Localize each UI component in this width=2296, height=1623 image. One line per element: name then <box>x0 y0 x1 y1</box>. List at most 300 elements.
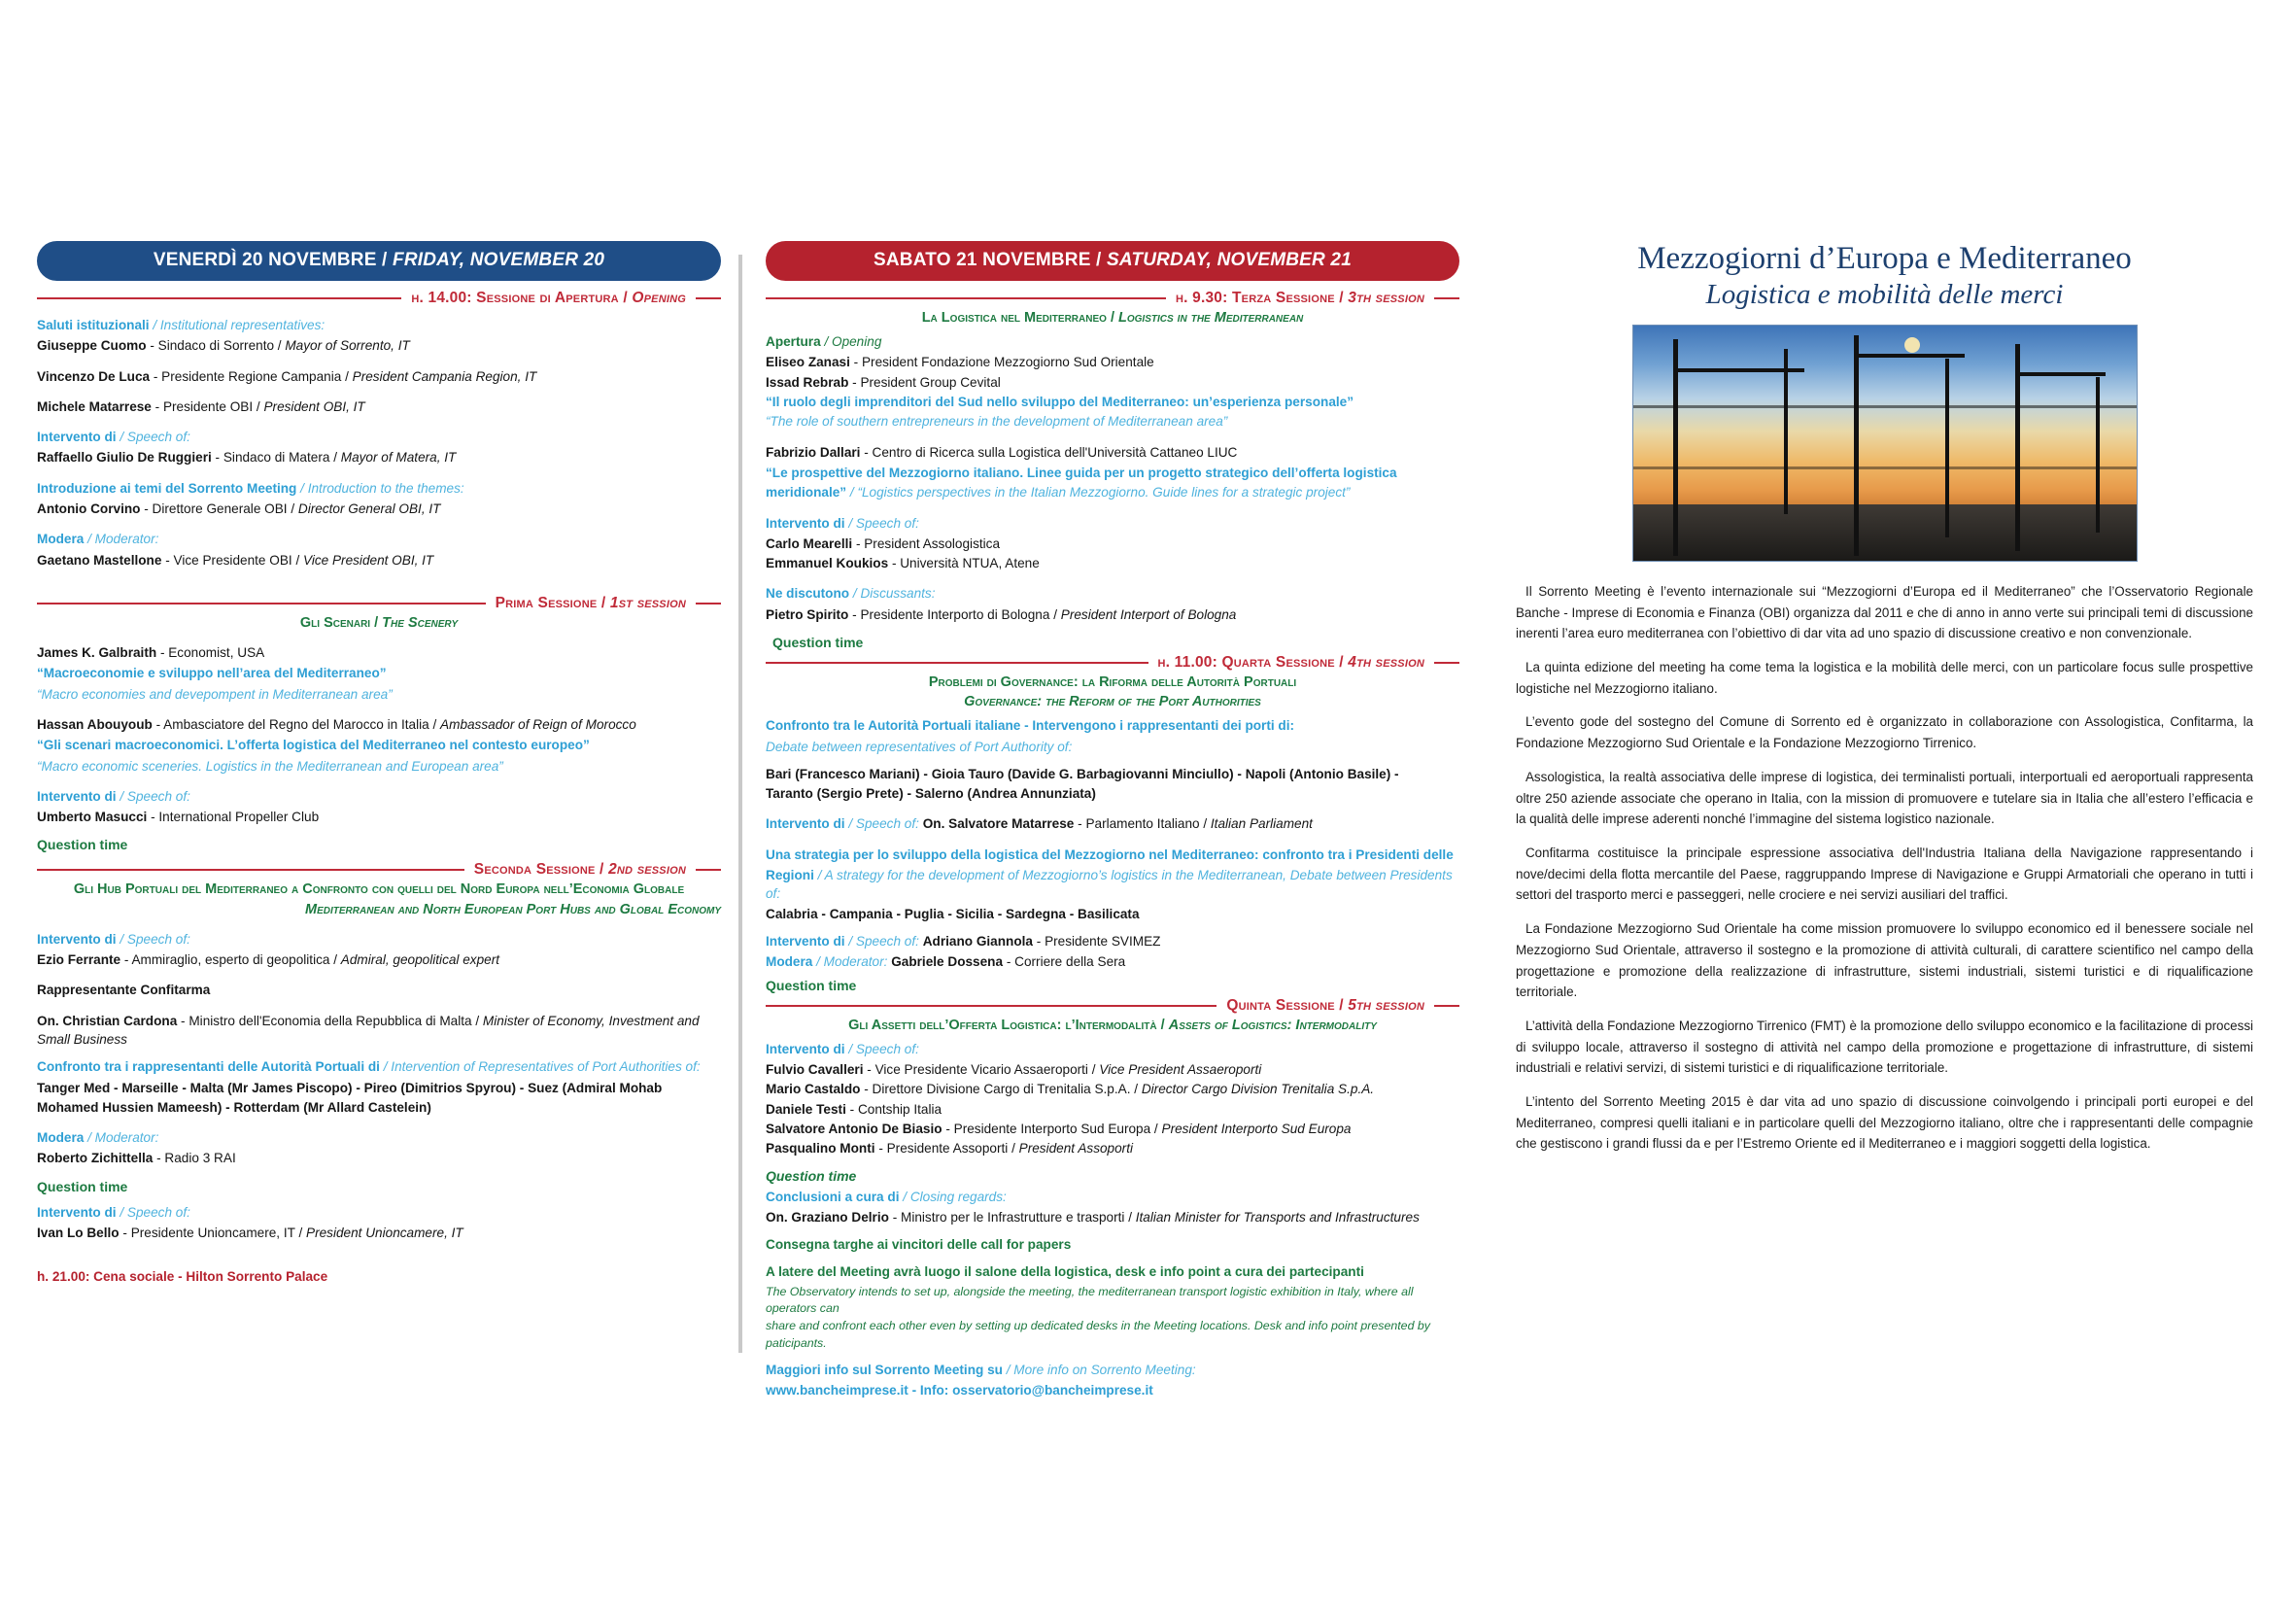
person-role: - Contship Italia <box>849 1101 942 1117</box>
session3-subtitle <box>766 309 1459 327</box>
question-time-2: Question time <box>37 1178 128 1194</box>
ports-line-text: Bari (Francesco Mariani) - Gioia Tauro (Davide G. Barbagiovanni Minciullo) - Napoli (Antonio Basile) - <box>766 766 1399 781</box>
opening-title-it: h. 14.00: Sessione di Apertura <box>411 290 619 306</box>
person-role-it: - Economist, USA <box>159 645 265 661</box>
strategy-line-1 <box>766 846 1459 864</box>
person-name: Raffaello Giulio De Ruggieri <box>37 450 212 466</box>
talk-rebrab-en <box>766 412 1459 431</box>
ports-line-text: Mohamed Hussien Mameesh) - Rotterdam (Mr Allard Castelein) <box>37 1099 431 1115</box>
crane-boom-icon <box>2015 372 2106 376</box>
talk-dallari-it2 <box>766 483 1459 501</box>
discussants-label-en: / Discussants: <box>852 586 936 602</box>
person-role-it: - Ministro per le Infrastrutture e trasporti / <box>892 1209 1136 1225</box>
session3-sub-it: La Logistica nel Mediterraneo <box>921 310 1107 326</box>
greetings-label-en: / Institutional representatives: <box>153 318 326 332</box>
expo-text-it: A latere del Meeting avrà luogo il salone della logistica, desk e info point a cura dei partecipanti <box>766 1264 1364 1280</box>
speech-label-m2 <box>766 814 1459 833</box>
talk-title-it: “Il ruolo degli imprenditori del Sud nello sviluppo del Mediterraneo: un’esperienza personale” <box>766 395 1354 410</box>
person-role-it: - Ammiraglio, esperto di geopolitica / <box>123 952 341 968</box>
crane-mast-icon <box>1673 339 1678 556</box>
more-info-en: / More info on Sorrento Meeting: <box>1006 1363 1196 1378</box>
rule-line <box>766 1005 1217 1007</box>
contact-text[interactable]: www.bancheimprese.it - Info: osservatorio@bancheimprese.it <box>766 1383 1153 1399</box>
session4-subtitle-it: Problemi di Governance: la Riforma delle Autorità Portuali <box>928 673 1297 690</box>
person-role-en: President Unioncamere, IT <box>306 1225 463 1240</box>
ports-debate-label-it: Confronto tra i rappresentanti delle Autorità Portuali di <box>37 1059 380 1075</box>
rule-tail <box>696 869 721 871</box>
saturday-day-sep: / <box>1090 250 1108 270</box>
session1-rule <box>37 595 721 612</box>
session2-subtitle-en <box>37 901 721 918</box>
opening-session-title <box>411 290 686 307</box>
moderator-label-it: Modera <box>37 532 85 547</box>
moderator-label-2 <box>37 1128 721 1147</box>
person-debiasio <box>766 1120 1459 1138</box>
friday-day-it: VENERDÌ 20 NOVEMBRE <box>153 250 377 270</box>
session4-subtitle-en <box>766 693 1459 710</box>
person-name: Eliseo Zanasi <box>766 355 850 370</box>
ports-debate-label-en: / Intervention of Representatives of Port Authorities of: <box>383 1059 701 1075</box>
person-cavalleri <box>766 1060 1459 1079</box>
person-role-it: - Ministro dell'Economia della Repubblica di Malta / <box>181 1013 483 1028</box>
person-role-it: - International Propeller Club <box>151 810 320 825</box>
person-name: Carlo Mearelli <box>766 535 853 551</box>
social-dinner-text: h. 21.00: Cena sociale - Hilton Sorrento Palace <box>37 1269 328 1285</box>
person-role-it: - Presidente Unioncamere, IT / <box>122 1225 307 1240</box>
rule-line <box>37 297 401 299</box>
friday-column <box>0 241 738 1623</box>
talk-abouyoub-en <box>37 757 721 776</box>
greetings-label-it: Saluti istituzionali <box>37 318 150 332</box>
opening-label-en: / Opening <box>824 334 882 350</box>
page-title: Mezzogiorni d’Europa e Mediterraneo <box>1637 241 2132 276</box>
person-name: Ezio Ferrante <box>37 952 121 968</box>
ports-debate-label-it: Confronto tra le Autorità Portuali italiane - Intervengono i rappresentanti dei porti di: <box>766 718 1295 734</box>
talk-title-it: “Gli scenari macroeconomici. L’offerta logistica del Mediterraneo nel contesto europeo” <box>37 738 590 753</box>
person-name: On. Salvatore Matarrese <box>922 816 1075 832</box>
person-koukios <box>766 554 1459 572</box>
person-role: - President Fondazione Mezzogiorno Sud Orientale <box>853 355 1154 370</box>
friday-day-en: FRIDAY, NOVEMBER 20 <box>393 250 605 270</box>
closing-label-en: / Closing regards: <box>903 1190 1007 1205</box>
person-role-it: - Ambasciatore del Regno del Marocco in Italia / <box>155 716 441 732</box>
person-name: Umberto Masucci <box>37 810 148 825</box>
rule-line <box>37 869 464 871</box>
session4-sub-en: Governance: the Reform of the Port Authorities <box>964 694 1261 710</box>
speech-label-en: / Speech of: <box>848 515 919 531</box>
session5-sub-sep: / <box>1156 1017 1169 1033</box>
speech-label-en: / Speech of: <box>120 430 190 445</box>
session3-sub-en: Logistics in the Mediterranean <box>1118 310 1304 326</box>
about-paragraph: L’attività della Fondazione Mezzogiorno Tirrenico (FMT) è la promozione dello sviluppo economico e la facilitazione di processi di sviluppo locale, attraverso il sostegno di attività nel campo della promozione e progettazione di infrastrutture, di sistemi industriali e relativi servizi, di sistemi turistici e di riqualificazione territoriale. <box>1516 1018 2253 1076</box>
closing-label-it: Conclusioni a cura di <box>766 1190 900 1205</box>
intro-label-en: / Introduction to the themes: <box>300 480 464 496</box>
saturday-day-it: SABATO 21 NOVEMBRE <box>874 250 1091 270</box>
session1-title <box>496 595 686 612</box>
person-abouyoub <box>37 715 721 734</box>
question-time-3: Question time <box>772 634 864 650</box>
person-role-en: Italian Parliament <box>1210 816 1313 832</box>
person-role-en: President Interport of Bologna <box>1060 606 1237 622</box>
person-name: Adriano Giannola <box>922 933 1033 949</box>
about-paragraph: La Fondazione Mezzogiorno Sud Orientale ha come mission promuovere lo sviluppo economico ed il benessere sociale nel Mezzogiorno Sud Orientale, attraverso il sostegno e la promozione di attività culturali, di carattere scientifico nel campo della progettazione e promozione della realizzazione di infrastrutture, sistemi industriali, sistemi turistici e di riqualificazione territoriale. <box>1516 921 2253 1000</box>
session2-title <box>474 861 686 879</box>
ports-list-line-2 <box>37 1098 721 1117</box>
talk-galbraith-en <box>37 685 721 704</box>
ports-debate-label-m-en <box>766 738 1459 756</box>
rule-line <box>766 297 1166 299</box>
person-role-en: Vice President Assaeroporti <box>1099 1061 1262 1077</box>
person-zichittella <box>37 1149 721 1167</box>
session4-sep: / <box>1334 653 1349 671</box>
moderator-label-en: / Moderator: <box>87 532 159 547</box>
person-deruggieri <box>37 448 721 466</box>
opening-label-it: Apertura <box>766 334 821 350</box>
speech-label-it: Intervento di <box>37 1204 117 1220</box>
person-confitarma <box>37 981 721 999</box>
speech-label-en: / Speech of: <box>848 816 919 832</box>
person-role: - Università NTUA, Atene <box>891 556 1040 571</box>
person-role: - Corriere della Sera <box>1006 954 1126 970</box>
greetings-label <box>37 316 721 334</box>
moderator-label-1 <box>37 530 721 548</box>
rule-tail <box>1434 662 1459 664</box>
opening-session-rule <box>37 290 721 307</box>
person-name: Ivan Lo Bello <box>37 1225 120 1240</box>
talk-title-en: / “Logistics perspectives in the Italian Mezzogiorno. Guide lines for a strategic project” <box>849 485 1351 501</box>
session3-title <box>1176 290 1424 307</box>
session4-title-en: 4th session <box>1348 653 1424 671</box>
rule-tail <box>696 603 721 604</box>
opening-title-sep: / <box>618 290 633 306</box>
person-spirito <box>766 605 1459 624</box>
session2-rule <box>37 861 721 879</box>
saturday-day-header <box>766 241 1459 281</box>
person-role: - President Group Cevital <box>852 374 1001 390</box>
ports-list-m-1 <box>766 765 1459 783</box>
expo-text-en1: The Observatory intends to set up, alongside the meeting, the mediterranean transport logistic exhibition in Italy, where all operators can <box>766 1284 1414 1315</box>
speech-label-en: / Speech of: <box>120 931 190 947</box>
person-ferrante <box>37 950 721 969</box>
moderator-label-it: Modera <box>766 954 813 970</box>
person-dallari <box>766 443 1459 462</box>
speech-label-en: / Speech of: <box>848 1041 919 1056</box>
speech-label-m4 <box>766 1040 1459 1058</box>
person-role-it: - Sindaco di Matera / <box>215 450 341 466</box>
person-name: Pasqualino Monti <box>766 1141 875 1157</box>
expo-line-en2 <box>766 1318 1459 1352</box>
person-role-it: - Parlamento Italiano / <box>1078 816 1211 832</box>
ports-line-text: Taranto (Sergio Prete) - Salerno (Andrea Annunziata) <box>766 786 1096 802</box>
talk-title-it2: meridionale” <box>766 485 847 501</box>
awards-text: Consegna targhe ai vincitori delle call for papers <box>766 1237 1072 1252</box>
person-role-en: President Interporto Sud Europa <box>1161 1121 1352 1136</box>
expo-line-en1 <box>766 1284 1459 1318</box>
speech-label-1 <box>37 428 721 446</box>
speech-label-it: Intervento di <box>37 931 117 947</box>
person-cardona <box>37 1012 721 1050</box>
discussants-label-it: Ne discutono <box>766 586 850 602</box>
person-name: On. Christian Cardona <box>37 1013 178 1028</box>
about-paragraph: Confitarma costituisce la principale espressione associativa dell'Industria Italiana della Navigazione rappresentando i nove/decimi della flotta mercantile del Paese, raggruppando Imprese di Navigazione e Gruppi Armatoriali che operano in tutti i settori del trasporto merci e passeggeri, nelle crociere e nei servizi ausiliari del traffici. <box>1516 845 2253 903</box>
person-role-it: - Presidente Interporto di Bologna / <box>852 606 1061 622</box>
speech-label-en: / Speech of: <box>848 933 919 949</box>
session5-title-it: Quinta Sessione <box>1226 996 1335 1014</box>
person-castaldo <box>766 1080 1459 1098</box>
rule-line <box>37 603 486 604</box>
person-role-en: Mayor of Matera, IT <box>340 450 457 466</box>
moderator-label-it: Modera <box>37 1130 85 1146</box>
person-masucci <box>37 808 721 826</box>
person-name: Issad Rebrab <box>766 374 849 390</box>
person-cuomo <box>37 336 721 355</box>
person-mastellone <box>37 551 721 570</box>
crane-mast-icon <box>1945 359 1949 537</box>
ports-debate-label <box>37 1057 721 1076</box>
session3-title-it: h. 9.30: Terza Sessione <box>1176 290 1335 306</box>
talk-title-it: “Macroeconomie e sviluppo nell’area del Mediterraneo” <box>37 666 387 681</box>
session5-title <box>1226 997 1424 1015</box>
talk-title-it: “Le prospettive del Mezzogiorno italiano. Linee guida per un progetto strategico dell’offerta logistica <box>766 465 1397 480</box>
crane-rail-icon <box>1633 405 2137 408</box>
social-dinner <box>37 1267 721 1286</box>
person-role-it: - Vice Presidente OBI / <box>165 552 303 568</box>
person-matarrese <box>37 397 721 416</box>
person-mearelli <box>766 535 1459 553</box>
person-role: - Presidente SVIMEZ <box>1036 933 1161 949</box>
person-role-en: President Campania Region, IT <box>352 368 537 384</box>
about-paragraph: La quinta edizione del meeting ha come tema la logistica e la mobilità delle merci, con un particolare focus sulle prospettive logistiche nel Mezzogiorno italiano. <box>1516 660 2253 696</box>
session1-title-it: Prima Sessione <box>495 594 598 611</box>
person-name: Gabriele Dossena <box>891 954 1004 970</box>
strategy-line-2 <box>766 866 1459 904</box>
session4-rule <box>766 654 1459 672</box>
person-delrio <box>766 1208 1459 1226</box>
ports-debate-label-en: Debate between representatives of Port Authority of: <box>766 739 1073 754</box>
speech-label-it: Intervento di <box>37 788 117 804</box>
session1-sub-sep: / <box>370 614 383 631</box>
session5-rule <box>766 997 1459 1015</box>
moderator-label-en: / Moderator: <box>87 1130 159 1146</box>
session1-sep: / <box>597 594 610 611</box>
session1-title-en: 1st session <box>609 594 686 611</box>
person-name: Antonio Corvino <box>37 501 141 517</box>
speech-label-it: Intervento di <box>37 430 117 445</box>
session5-sep: / <box>1334 996 1349 1014</box>
person-role-en: Mayor of Sorrento, IT <box>285 338 410 354</box>
crane-boom-icon <box>1854 354 1965 358</box>
session5-title-en: 5th session <box>1348 996 1424 1014</box>
crane-mast-icon <box>1854 335 1859 556</box>
person-name: On. Graziano Delrio <box>766 1209 889 1225</box>
person-name: Hassan Abouyoub <box>37 716 153 732</box>
opening-title-en: Opening <box>632 290 686 306</box>
person-name: Fulvio Cavalleri <box>766 1061 864 1077</box>
session1-sub-it: Gli Scenari <box>299 614 371 631</box>
person-name: Giuseppe Cuomo <box>37 338 147 354</box>
session3-sep: / <box>1334 290 1349 306</box>
person-monti <box>766 1139 1459 1157</box>
contact-line[interactable] <box>766 1381 1459 1399</box>
person-role-en: President OBI, IT <box>263 398 365 414</box>
person-role-en: Ambassador of Reign of Morocco <box>440 716 636 732</box>
person-role-en: Italian Minister for Transports and Infrastructures <box>1135 1209 1420 1225</box>
person-role-en: Director Cargo Division Trenitalia S.p.A. <box>1141 1082 1375 1097</box>
person-name: Mario Castaldo <box>766 1082 861 1097</box>
sun-icon <box>1904 337 1920 353</box>
session3-title-en: 3th session <box>1348 290 1424 306</box>
friday-day-sep: / <box>376 250 394 270</box>
person-role: - President Assologistica <box>855 535 1001 551</box>
port-cranes-photo <box>1632 325 2138 562</box>
talk-abouyoub-it <box>37 736 721 754</box>
moderator-label-m1 <box>766 952 1459 971</box>
strategy-text-it2: Regioni <box>766 868 814 883</box>
person-name: Michele Matarrese <box>37 398 152 414</box>
talk-galbraith-it <box>37 664 721 682</box>
about-paragraph: Il Sorrento Meeting è l’evento internazionale sui “Mezzogiorni d’Europa ed il Mediterraneo” che l’Osservatorio Regionale Banche - Imprese di Economia e Finanza (OBI) organizza dal 2011 e che di anno in anno verte sui principali temi di discussione inerenti l’area euro mediterranea con l’obiettivo di dar vita ad uno spazio di discussione creativo e non convenzionale. <box>1516 583 2253 641</box>
about-column <box>1477 241 2296 1623</box>
about-paragraph: L’intento del Sorrento Meeting 2015 è dar vita ad uno spazio di discussione coinvolgendo i principali porti europei e del Mediterraneo, compresi quelli italiani e in particolare quelli del Mezzogiorno italiano, oltre che i rappresentanti delle compagnie che gestiscono i grandi flussi da e per l’Estremo Oriente ed il Mediterraneo e i maggiori soggetti della logistica. <box>1516 1094 2253 1152</box>
session5-subtitle <box>766 1017 1459 1034</box>
person-role-en: Director General OBI, IT <box>297 501 441 517</box>
person-name: James K. Galbraith <box>37 645 157 661</box>
talk-title-en: “Macro economies and devepompent in Mediterranean area” <box>37 686 393 702</box>
person-zanasi <box>766 353 1459 371</box>
talk-title-en: “Macro economic sceneries. Logistics in the Mediterranean and European area” <box>37 758 503 774</box>
person-testi <box>766 1100 1459 1119</box>
session2-title-it: Seconda Sessione <box>473 861 596 879</box>
person-name: Pietro Spirito <box>766 606 849 622</box>
session5-sub-en: Assets of Logistics: Intermodality <box>1168 1017 1377 1033</box>
speech-label-it: Intervento di <box>766 816 845 832</box>
regions-list <box>766 905 1459 923</box>
friday-day-header <box>37 241 721 281</box>
crane-rail-icon <box>1633 466 2137 469</box>
crane-mast-icon <box>1784 349 1788 513</box>
session1-subtitle <box>37 614 721 632</box>
awards-line <box>766 1235 1459 1254</box>
closing-label <box>766 1188 1459 1206</box>
person-lobello <box>37 1224 721 1242</box>
person-name: Roberto Zichittella <box>37 1151 154 1166</box>
person-role-en: Admiral, geopolitical expert <box>340 952 500 968</box>
speech-label-en: / Speech of: <box>120 1204 190 1220</box>
rule-tail <box>696 297 721 299</box>
speech-label-en: / Speech of: <box>120 788 190 804</box>
session3-rule <box>766 290 1459 307</box>
person-role-en: President Assoporti <box>1018 1141 1134 1157</box>
intro-label-it: Introduzione ai temi del Sorrento Meeting <box>37 480 297 496</box>
person-role-it: - Sindaco di Sorrento / <box>150 338 286 354</box>
session3-sub-sep: / <box>1106 310 1119 326</box>
moderator-label-en: / Moderator: <box>816 954 888 970</box>
rule-line <box>766 662 1148 664</box>
person-role-en: Vice President OBI, IT <box>303 552 434 568</box>
session5-sub-it: Gli Assetti dell’Offerta Logistica: l’Intermodalità <box>848 1017 1157 1033</box>
session1-sub-en: The Scenery <box>382 614 459 631</box>
person-role-en: Minister of Economy, Investment and Small Business <box>37 1013 700 1047</box>
question-time-1: Question time <box>37 837 128 853</box>
person-name: Vincenzo De Luca <box>37 368 151 384</box>
session4-title <box>1158 654 1424 672</box>
person-role-it: - Radio 3 RAI <box>156 1151 236 1166</box>
saturday-day-en: SATURDAY, NOVEMBER 21 <box>1107 250 1352 270</box>
person-role-it: - Direttore Divisione Cargo di Trenitalia S.p.A. / <box>864 1082 1142 1097</box>
person-name: Salvatore Antonio De Biasio <box>766 1121 942 1136</box>
speech-label-2 <box>37 787 721 806</box>
saturday-column <box>738 241 1477 1623</box>
person-name: Daniele Testi <box>766 1101 846 1117</box>
regions-text: Calabria - Campania - Puglia - Sicilia - Sardegna - Basilicata <box>766 906 1140 921</box>
person-role-it: - Presidente Interporto Sud Europa / <box>945 1121 1162 1136</box>
question-time-5: Question time <box>766 1168 857 1185</box>
intro-label <box>37 479 721 498</box>
strategy-text-en: / A strategy for the development of Mezzogiorno’s logistics in the Mediterranean, Debate between Presidents of: <box>766 868 1453 902</box>
session2-title-en: 2nd session <box>608 861 686 879</box>
expo-text-en2: share and confront each other even by setting up dedicated desks in the Meeting locations. Desk and info point presented by paticipants. <box>766 1319 1430 1350</box>
person-role-it: - Presidente OBI / <box>154 398 264 414</box>
person-name: Gaetano Mastellone <box>37 552 162 568</box>
person-role-it: - Direttore Generale OBI / <box>144 501 298 517</box>
person-deluca <box>37 367 721 386</box>
person-galbraith <box>37 643 721 662</box>
opening-label <box>766 332 1459 351</box>
crane-mast-icon <box>2096 377 2100 533</box>
question-time-4: Question time <box>766 977 857 993</box>
about-paragraph: Assologistica, la realtà associativa delle imprese di logistica, dei terminalisti portuali, interportuali ed aeroportuali rappresenta oltre 250 aziende associate che operano in Italia, con la mission di promuovere e tutelare sia in Italia che all’estero l’efficacia e la qualità delle imprese aderenti nonché l’immagine del sistema logistico nazionale. <box>1516 769 2253 827</box>
person-role-it: - Presidente Assoporti / <box>878 1141 1019 1157</box>
ports-debate-label-m <box>766 716 1459 735</box>
person-name: Emmanuel Koukios <box>766 556 889 571</box>
speech-label-it: Intervento di <box>766 1041 845 1056</box>
column-divider <box>738 255 742 1353</box>
talk-title-en: “The role of southern entrepreneurs in the development of Mediterranean area” <box>766 414 1228 430</box>
session2-sub-en: Mediterranean and North European Port Hubs and Global Economy <box>305 901 721 917</box>
person-role-it: - Presidente Regione Campania / <box>153 368 353 384</box>
expo-line-it <box>766 1262 1459 1281</box>
speech-label-it: Intervento di <box>766 933 845 949</box>
person-name: Fabrizio Dallari <box>766 444 861 460</box>
strategy-text-it: Una strategia per lo sviluppo della logistica del Mezzogiorno nel Mediterraneo: confronto tra i Presidenti delle <box>766 846 1454 862</box>
more-info-label <box>766 1361 1459 1379</box>
speech-label-it: Intervento di <box>766 515 845 531</box>
ports-list-m-2 <box>766 784 1459 803</box>
speech-label-m3 <box>766 932 1459 950</box>
person-name: Rappresentante Confitarma <box>37 983 211 998</box>
photo-foreground <box>1633 504 2137 561</box>
speech-label-m1 <box>766 514 1459 533</box>
session2-sep: / <box>595 861 609 879</box>
talk-rebrab-it <box>766 393 1459 411</box>
rule-tail <box>1434 297 1459 299</box>
speech-label-3 <box>37 930 721 949</box>
person-role-it: - Vice Presidente Vicario Assaeroporti / <box>867 1061 1100 1077</box>
rule-tail <box>1434 1005 1459 1007</box>
speech-label-4 <box>37 1203 721 1222</box>
ports-line-text: Tanger Med - Marseille - Malta (Mr James Piscopo) - Pireo (Dimitrios Spyrou) - Suez (Admiral Mohab <box>37 1080 663 1095</box>
page-subtitle: Logistica e mobilità delle merci <box>1705 278 2064 310</box>
ports-list-line-1 <box>37 1079 721 1097</box>
session2-subtitle-it: Gli Hub Portuali del Mediterraneo a Confronto con quelli del Nord Europa nell’Economia Globale <box>73 881 685 898</box>
person-corvino <box>37 500 721 518</box>
discussants-label <box>766 584 1459 603</box>
person-role: - Centro di Ricerca sulla Logistica dell'Università Cattaneo LIUC <box>864 444 1238 460</box>
more-info-it: Maggiori info sul Sorrento Meeting su <box>766 1363 1003 1378</box>
session4-title-it: h. 11.00: Quarta Sessione <box>1157 653 1335 671</box>
person-rebrab <box>766 373 1459 392</box>
about-paragraph: L’evento gode del sostegno del Comune di Sorrento ed è organizzato in collaborazione con Assologistica, Confitarma, la Fondazione Mezzogiorno Sud Orientale e la Fondazione Mezzogiorno Tirrenico. <box>1516 714 2253 751</box>
